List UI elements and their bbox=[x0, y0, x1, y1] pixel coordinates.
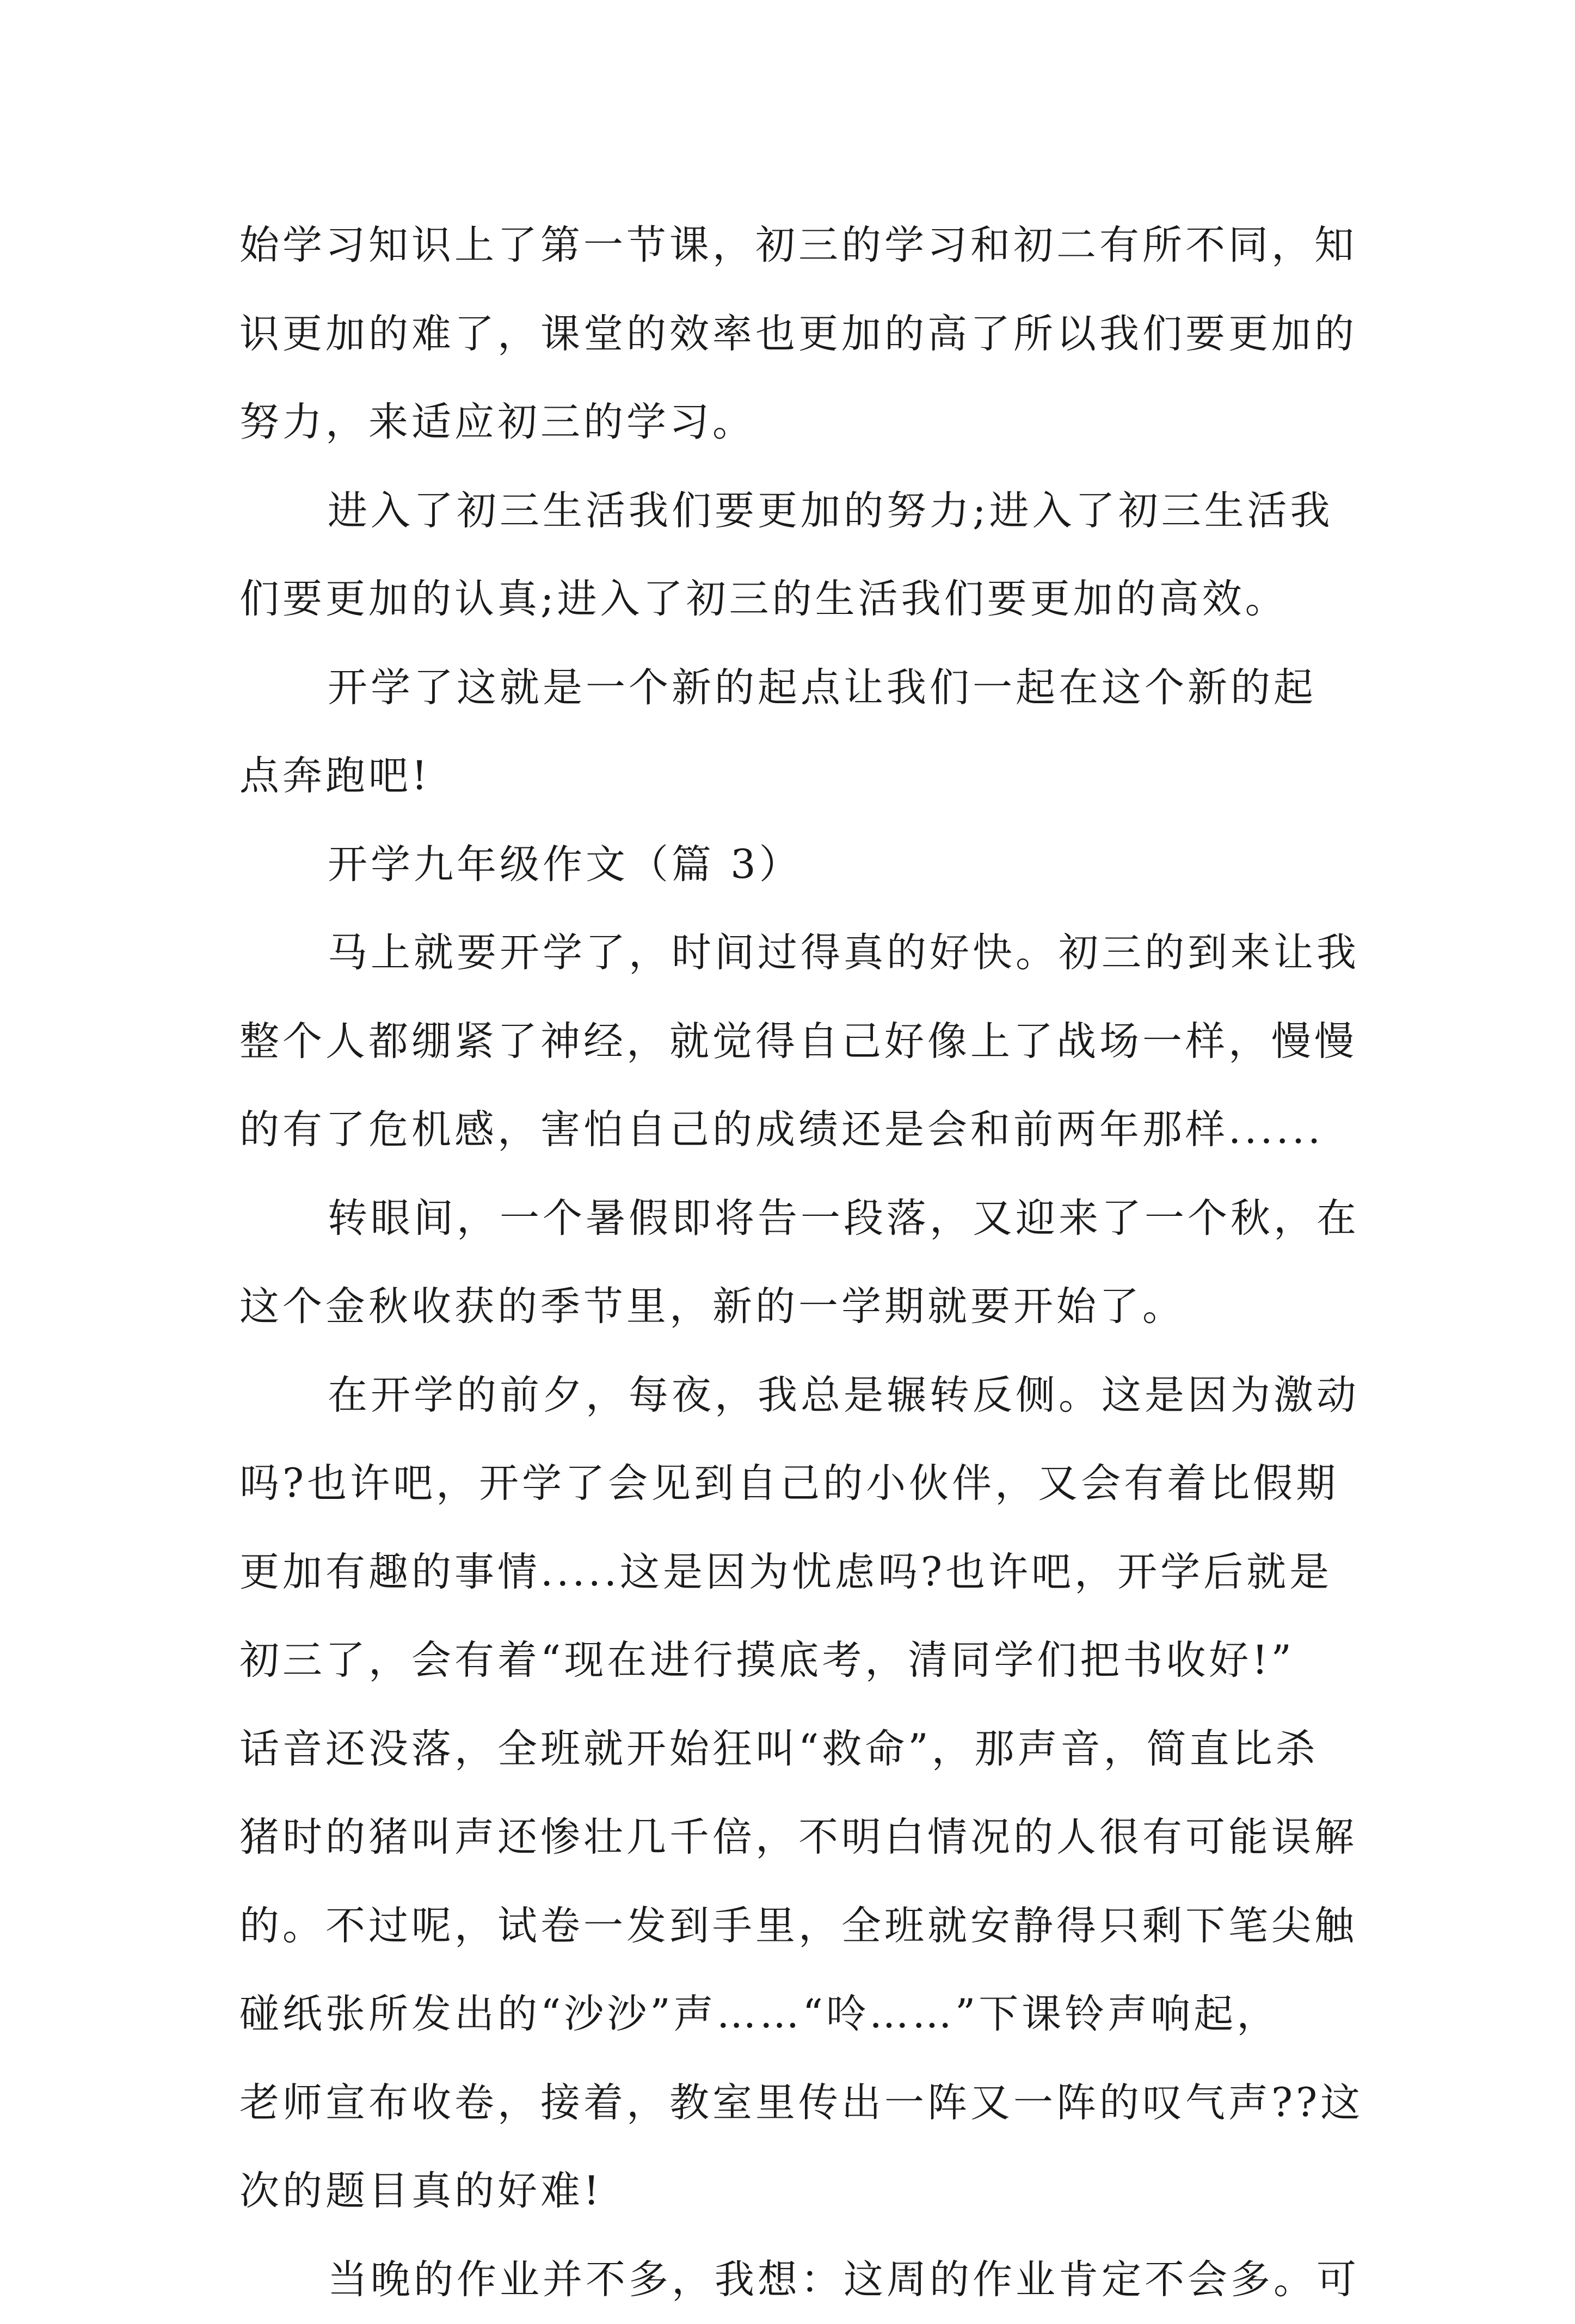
text-line: 老师宣布收卷，接着，教室里传出一阵又一阵的叹气声??这 bbox=[239, 2059, 1344, 2148]
text-line: 整个人都绷紧了神经，就觉得自己好像上了战场一样，慢慢 bbox=[239, 998, 1344, 1086]
text-line: 当晚的作业并不多，我想：这周的作业肯定不会多。可 bbox=[239, 2236, 1344, 2324]
text-line: 转眼间，一个暑假即将告一段落，又迎来了一个秋，在 bbox=[239, 1175, 1344, 1263]
text-line: 吗?也许吧，开学了会见到自己的小伙伴，又会有着比假期 bbox=[239, 1440, 1344, 1528]
document-body bbox=[239, 201, 1344, 2324]
text-line: 点奔跑吧! bbox=[239, 732, 1344, 821]
text-line: 们要更加的认真;进入了初三的生活我们要更加的高效。 bbox=[239, 555, 1344, 644]
text-line: 话音还没落，全班就开始狂叫“救命”，那声音，简直比杀 bbox=[239, 1705, 1344, 1794]
text-line: 马上就要开学了，时间过得真的好快。初三的到来让我 bbox=[239, 909, 1344, 998]
text-line: 始学习知识上了第一节课，初三的学习和初二有所不同，知 bbox=[239, 201, 1344, 290]
text-line: 更加有趣的事情.....这是因为忧虑吗?也许吧，开学后就是 bbox=[239, 1528, 1344, 1617]
text-line: 开学了这就是一个新的起点让我们一起在这个新的起 bbox=[239, 644, 1344, 733]
section-heading: 开学九年级作文（篇 3） bbox=[239, 821, 1344, 909]
text-line: 猪时的猪叫声还惨壮几千倍，不明白情况的人很有可能误解 bbox=[239, 1793, 1344, 1882]
text-line: 这个金秋收获的季节里，新的一学期就要开始了。 bbox=[239, 1263, 1344, 1351]
text-line: 努力，来适应初三的学习。 bbox=[239, 378, 1344, 467]
text-line: 的有了危机感，害怕自己的成绩还是会和前两年那样...... bbox=[239, 1086, 1344, 1175]
text-line: 初三了，会有着“现在进行摸底考，清同学们把书收好!” bbox=[239, 1616, 1344, 1705]
text-line: 在开学的前夕，每夜，我总是辗转反侧。这是因为激动 bbox=[239, 1351, 1344, 1440]
text-line: 碰纸张所发出的“沙沙”声……“呤……”下课铃声响起， bbox=[239, 1970, 1344, 2059]
text-line: 次的题目真的好难! bbox=[239, 2147, 1344, 2236]
text-line: 识更加的难了，课堂的效率也更加的高了所以我们要更加的 bbox=[239, 290, 1344, 379]
text-line: 进入了初三生活我们要更加的努力;进入了初三生活我 bbox=[239, 467, 1344, 556]
text-line: 的。不过呢，试卷一发到手里，全班就安静得只剩下笔尖触 bbox=[239, 1882, 1344, 1971]
